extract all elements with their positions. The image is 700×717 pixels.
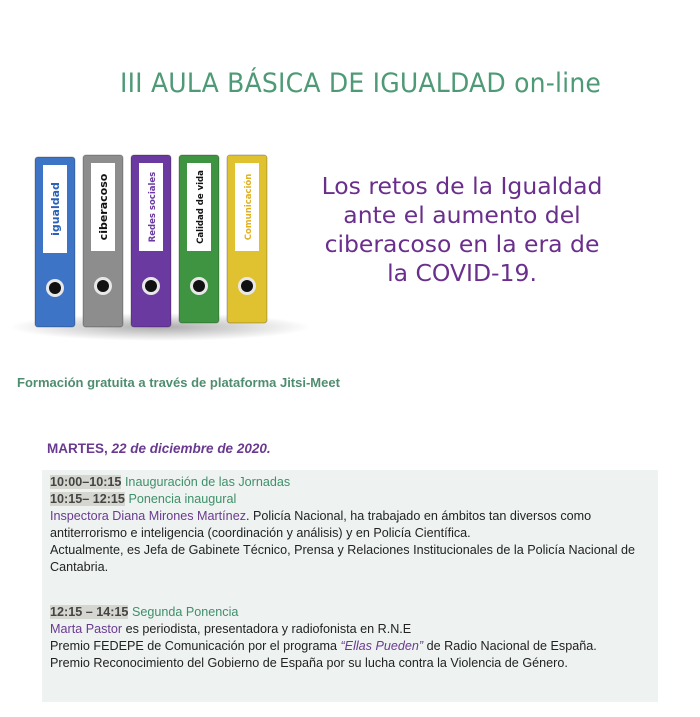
award-text	[50, 638, 655, 655]
page-title: III AULA BÁSICA DE IGUALDAD on-line	[120, 68, 602, 99]
event-subtitle	[292, 172, 632, 288]
date-rest: 22 de diciembre de 2020.	[111, 441, 271, 456]
subtitle-line: ciberacoso en la era de	[324, 230, 600, 258]
subtitle-line: ante el aumento del	[343, 201, 581, 229]
binder	[227, 155, 267, 323]
binder-label: ciberacoso	[97, 173, 110, 241]
date-weekday: MARTES,	[47, 441, 108, 456]
binder-hole	[97, 280, 109, 292]
schedule-item	[50, 491, 655, 508]
binder	[131, 155, 171, 327]
speaker-name: Marta Pastor	[50, 622, 123, 636]
speaker-bio-text: es periodista, presentadora y radiofonista en R.N.E	[122, 622, 412, 636]
speaker-bio-extra: Actualmente, es Jefa de Gabinete Técnico, Prensa y Relaciones Institucionales de la Policía Nacional de Cantabria.	[50, 543, 636, 574]
binders-illustration	[10, 130, 310, 345]
speaker-name: Inspectora Diana Mirones Martínez	[50, 509, 246, 523]
session-title: Inauguración de las Jornadas	[124, 475, 291, 489]
program-name: “Ellas Pueden”	[340, 639, 424, 653]
binder-hole	[193, 280, 205, 292]
subtitle-line: Los retos de la Igualdad	[321, 172, 603, 200]
schedule-item	[50, 474, 655, 491]
award-text-b: de Radio Nacional de España.	[423, 639, 597, 653]
schedule-block-second	[50, 604, 655, 672]
session-title: Ponencia inaugural	[128, 492, 237, 506]
event-date	[47, 441, 271, 456]
award-text-a: Premio FEDEPE de Comunicación por el programa	[50, 639, 341, 653]
speaker-bio	[50, 621, 655, 638]
binder	[83, 155, 123, 327]
schedule-time: 10:00–10:15	[50, 475, 122, 489]
binder-hole	[49, 282, 61, 294]
binder-label: Calidad de vida	[196, 170, 206, 244]
schedule-time: 10:15– 12:15	[50, 492, 125, 506]
schedule-time: 12:15 – 14:15	[50, 605, 129, 619]
binder-hole	[241, 280, 253, 292]
binder-hole	[145, 280, 157, 292]
formacion-text: Formación gratuita a través de plataforma Jitsi-Meet	[17, 375, 340, 390]
session-title: Segunda Ponencia	[131, 605, 239, 619]
binder	[179, 155, 219, 323]
schedule-block-morning	[50, 474, 655, 576]
binder	[35, 157, 75, 327]
award-text-2: Premio Reconocimiento del Gobierno de España por su lucha contra la Violencia de Género.	[50, 656, 568, 670]
binder-label: igualdad	[49, 182, 62, 236]
binder-label: Redes sociales	[148, 171, 158, 243]
subtitle-line: la COVID-19.	[387, 259, 537, 287]
binder-label: Comunicación	[244, 173, 254, 241]
speaker-bio	[50, 508, 655, 542]
speaker-bio-text: . Policía Nacional, ha trabajado en ámbitos tan diversos como antiterrorismo e inteligencia (coordinación y análisis) y en Policía Científica.	[50, 509, 592, 540]
schedule-item	[50, 604, 655, 621]
